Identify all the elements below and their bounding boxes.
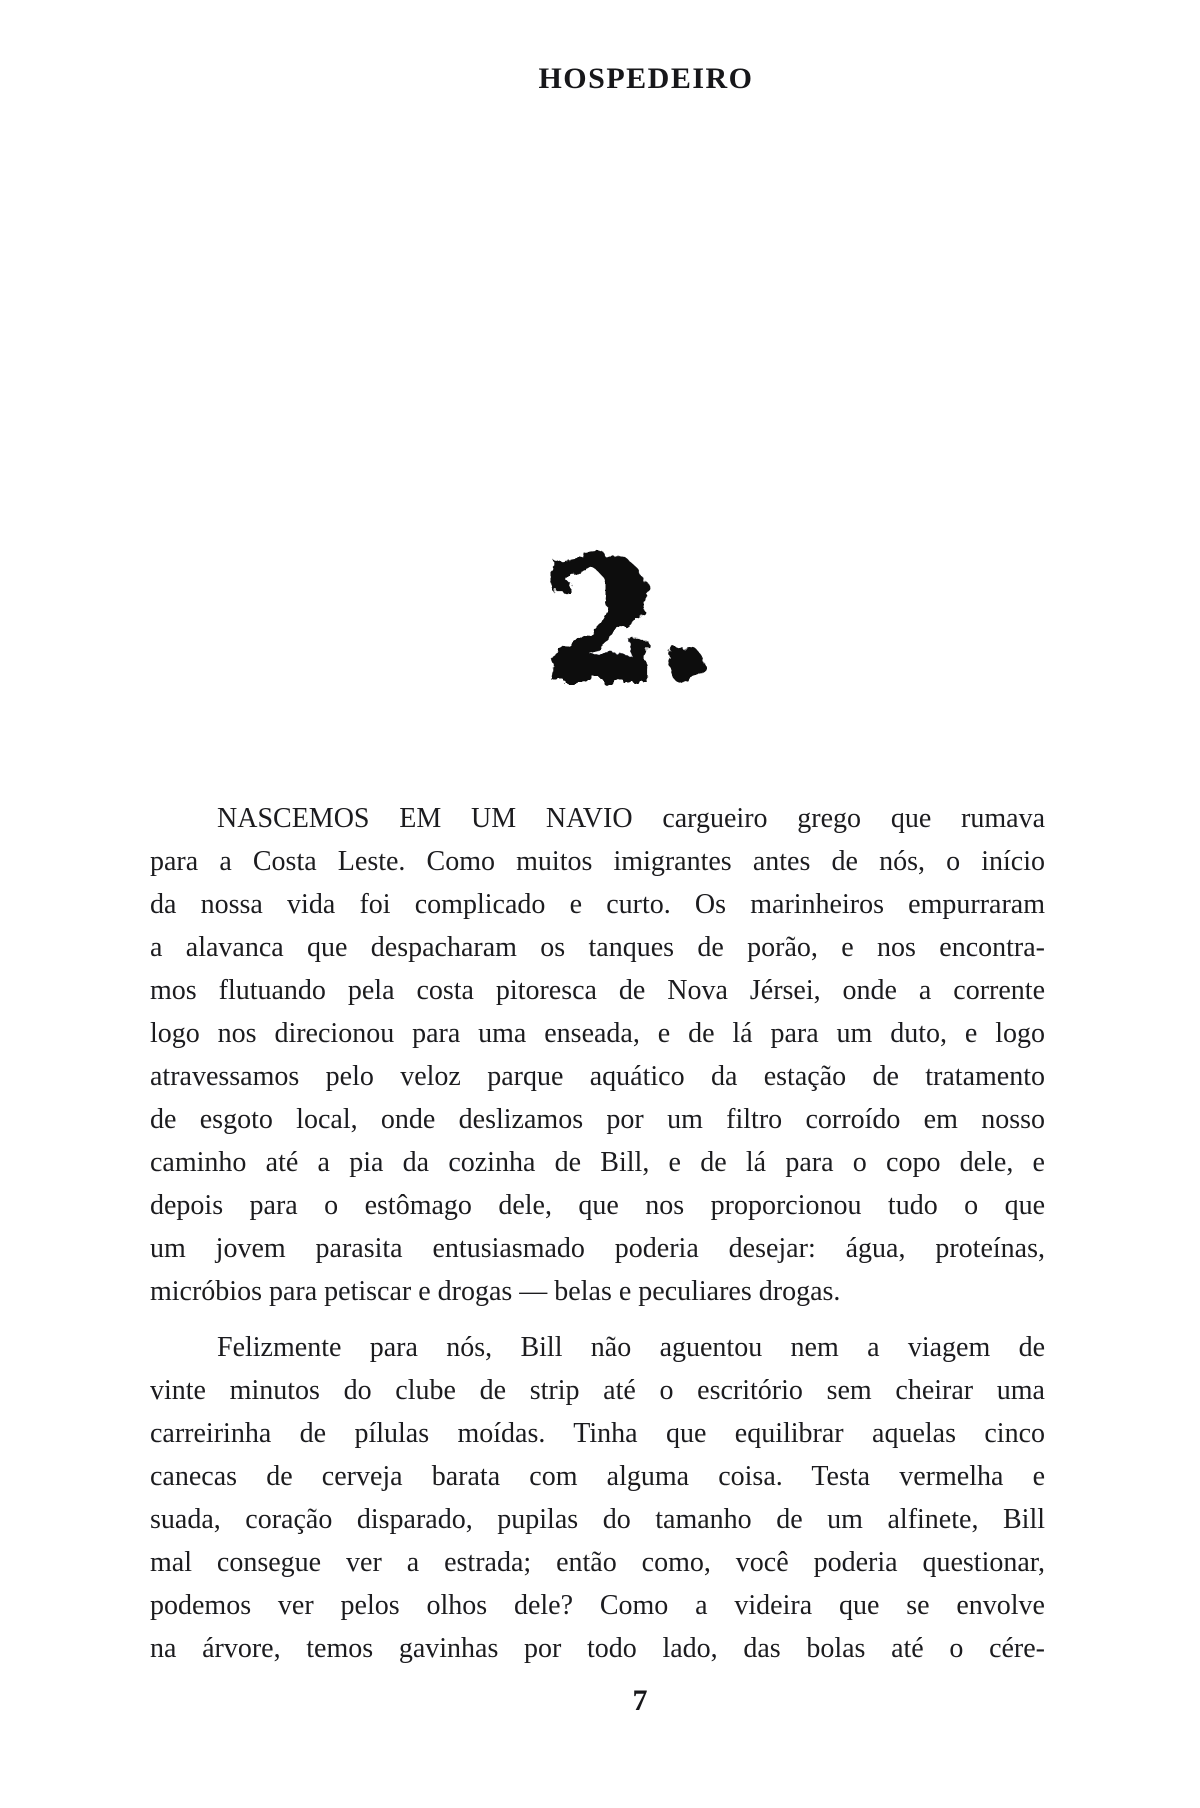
- chapter-number: [470, 528, 794, 728]
- text-line: mal consegue ver a estrada; então como, você poderia questionar,: [150, 1547, 1045, 1578]
- text-line: caminho até a pia da cozinha de Bill, e de lá para o copo dele, e: [150, 1147, 1045, 1178]
- text-line: Felizmente para nós, Bill não aguentou nem a viagem de: [217, 1332, 1045, 1363]
- text-line: para a Costa Leste. Como muitos imigrantes antes de nós, o início: [150, 846, 1045, 877]
- text-line: mos flutuando pela costa pitoresca de Nova Jérsei, onde a corrente: [150, 975, 1045, 1006]
- body-text: [150, 797, 1045, 1670]
- text-line: carreirinha de pílulas moídas. Tinha que equilibrar aquelas cinco: [150, 1418, 1045, 1449]
- text-line: de esgoto local, onde deslizamos por um filtro corroído em nosso: [150, 1104, 1045, 1135]
- text-line: atravessamos pelo veloz parque aquático da estação de tratamento: [150, 1061, 1045, 1092]
- text-line: canecas de cerveja barata com alguma coisa. Testa vermelha e: [150, 1461, 1045, 1492]
- text-line: logo nos direcionou para uma enseada, e de lá para um duto, e logo: [150, 1018, 1045, 1049]
- text-line: a alavanca que despacharam os tanques de porão, e nos encontra-: [150, 932, 1045, 963]
- text-line: NASCEMOS EM UM NAVIO cargueiro grego que rumava: [217, 803, 1045, 834]
- text-line: vinte minutos do clube de strip até o escritório sem cheirar uma: [150, 1375, 1045, 1406]
- text-line: da nossa vida foi complicado e curto. Os marinheiros empurraram: [150, 889, 1045, 920]
- paragraph: [150, 797, 1045, 1313]
- paragraph: [150, 1326, 1045, 1670]
- text-line: na árvore, temos gavinhas por todo lado, das bolas até o cére-: [150, 1633, 1045, 1664]
- chapter-number-graphic: [470, 528, 794, 728]
- text-line: depois para o estômago dele, que nos proporcionou tudo o que: [150, 1190, 1045, 1221]
- page-number: 7: [632, 1684, 648, 1717]
- text-line: um jovem parasita entusiasmado poderia desejar: água, proteínas,: [150, 1233, 1045, 1264]
- running-header: HOSPEDEIRO: [538, 62, 754, 95]
- text-line: suada, coração disparado, pupilas do tamanho de um alfinete, Bill: [150, 1504, 1045, 1535]
- text-line: podemos ver pelos olhos dele? Como a videira que se envolve: [150, 1590, 1045, 1621]
- chapter-number-glyph: 2.: [545, 528, 715, 717]
- text-line: micróbios para petiscar e drogas — belas e peculiares drogas.: [150, 1276, 841, 1307]
